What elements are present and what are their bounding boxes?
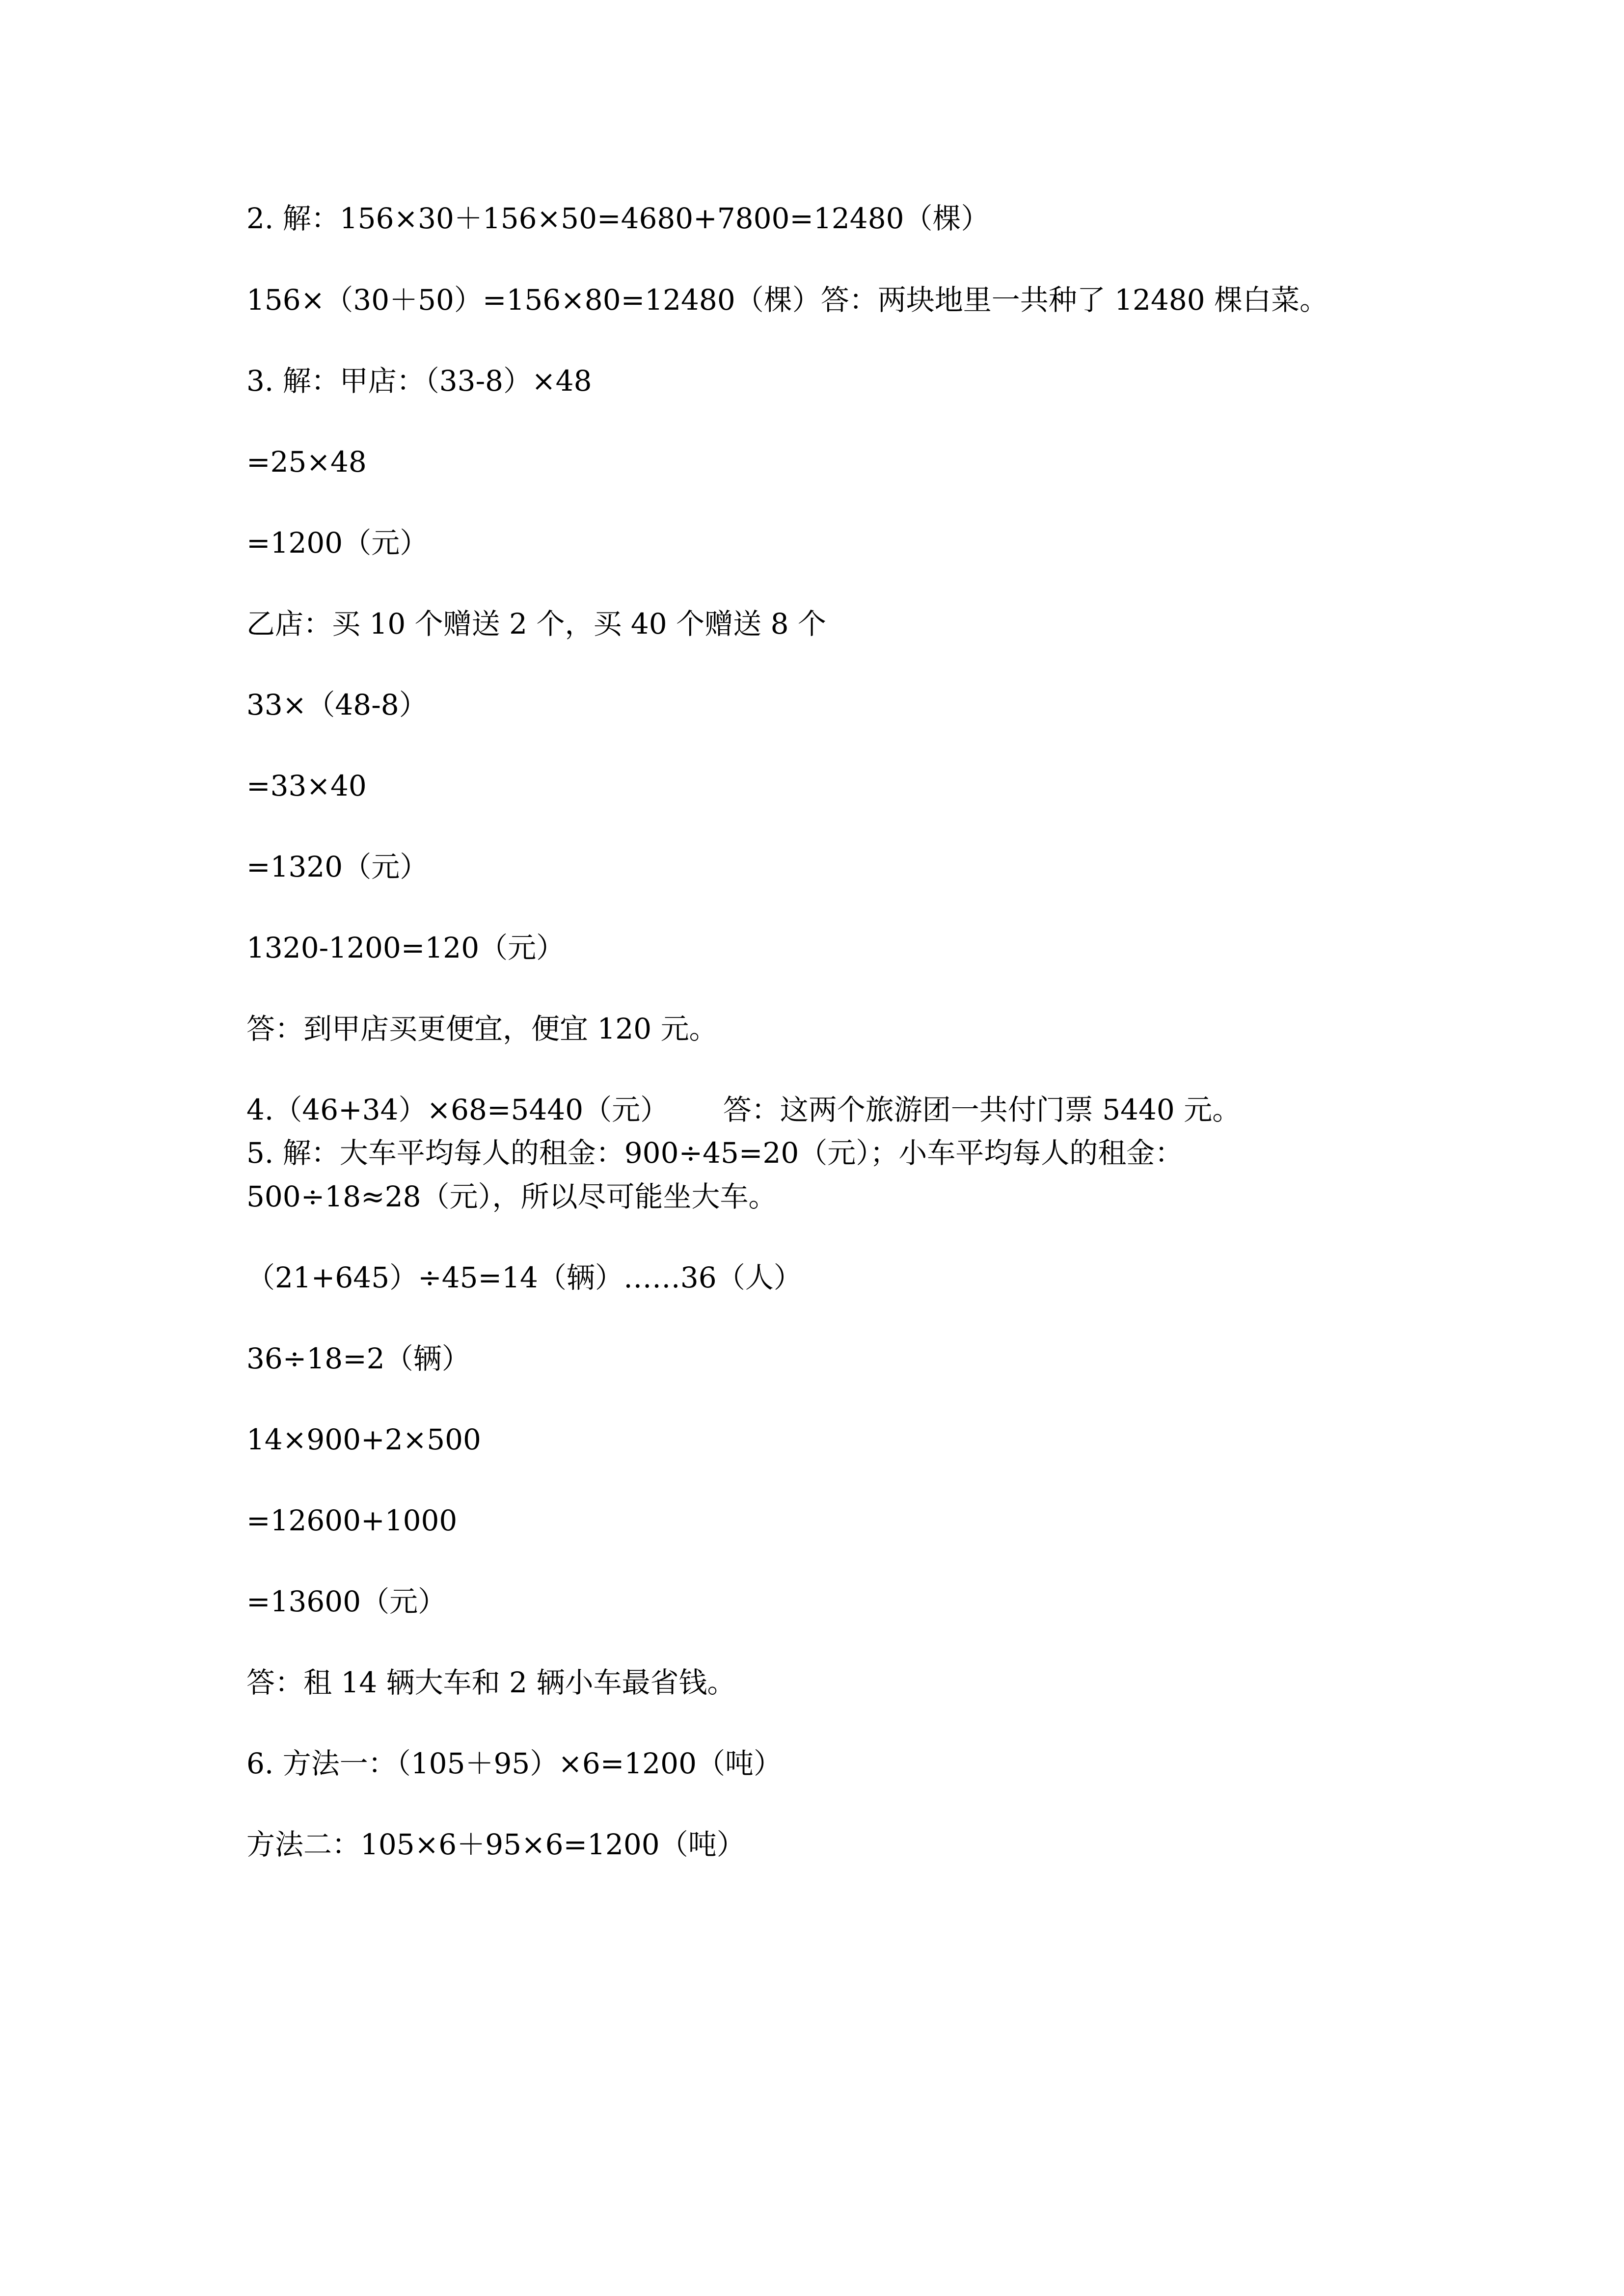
- answer-5-line-4: 36÷18=2（辆）: [246, 1342, 470, 1375]
- answer-3-line-8: 1320-1200=120（元）: [246, 931, 565, 964]
- answer-3-line-4: 乙店：买 10 个赠送 2 个，买 40 个赠送 8 个: [246, 607, 826, 641]
- answer-5-line-2: 500÷18≈28（元），所以尽可能坐大车。: [246, 1180, 777, 1213]
- answer-3-line-2: =25×48: [246, 445, 367, 479]
- answer-5-conclusion: 答：租 14 辆大车和 2 辆小车最省钱。: [246, 1666, 736, 1699]
- answer-3-line-1: 3. 解：甲店：（33-8）×48: [246, 364, 592, 398]
- answer-5-line-1: 5. 解：大车平均每人的租金：900÷45=20（元）；小车平均每人的租金：: [246, 1136, 1184, 1170]
- answer-3-line-7: =1320（元）: [246, 850, 429, 883]
- answer-6-method-2: 方法二：105×6＋95×6=1200（吨）: [246, 1828, 745, 1861]
- answer-4-line: 4.（46+34）×68=5440（元） 答：这两个旅游团一共付门票 5440 元。: [246, 1093, 1241, 1126]
- answer-6-method-1: 6. 方法一：（105＋95）×6=1200（吨）: [246, 1747, 782, 1780]
- answer-3-line-6: =33×40: [246, 769, 367, 802]
- answer-5-line-7: =13600（元）: [246, 1585, 447, 1618]
- answer-5-line-6: =12600+1000: [246, 1504, 458, 1537]
- answer-5-line-5: 14×900+2×500: [246, 1423, 481, 1456]
- answer-5-line-3: （21+645）÷45=14（辆）……36（人）: [246, 1261, 802, 1294]
- answer-2-line-2: 156×（30＋50）=156×80=12480（棵）答：两块地里一共种了 12480 棵白菜。: [246, 283, 1328, 317]
- answer-3-line-5: 33×（48-8）: [246, 688, 428, 721]
- answer-3-line-3: =1200（元）: [246, 526, 429, 560]
- answer-3-conclusion: 答：到甲店买更便宜，便宜 120 元。: [246, 1012, 718, 1045]
- answer-2-line-1: 2. 解：156×30＋156×50=4680+7800=12480（棵）: [246, 202, 990, 235]
